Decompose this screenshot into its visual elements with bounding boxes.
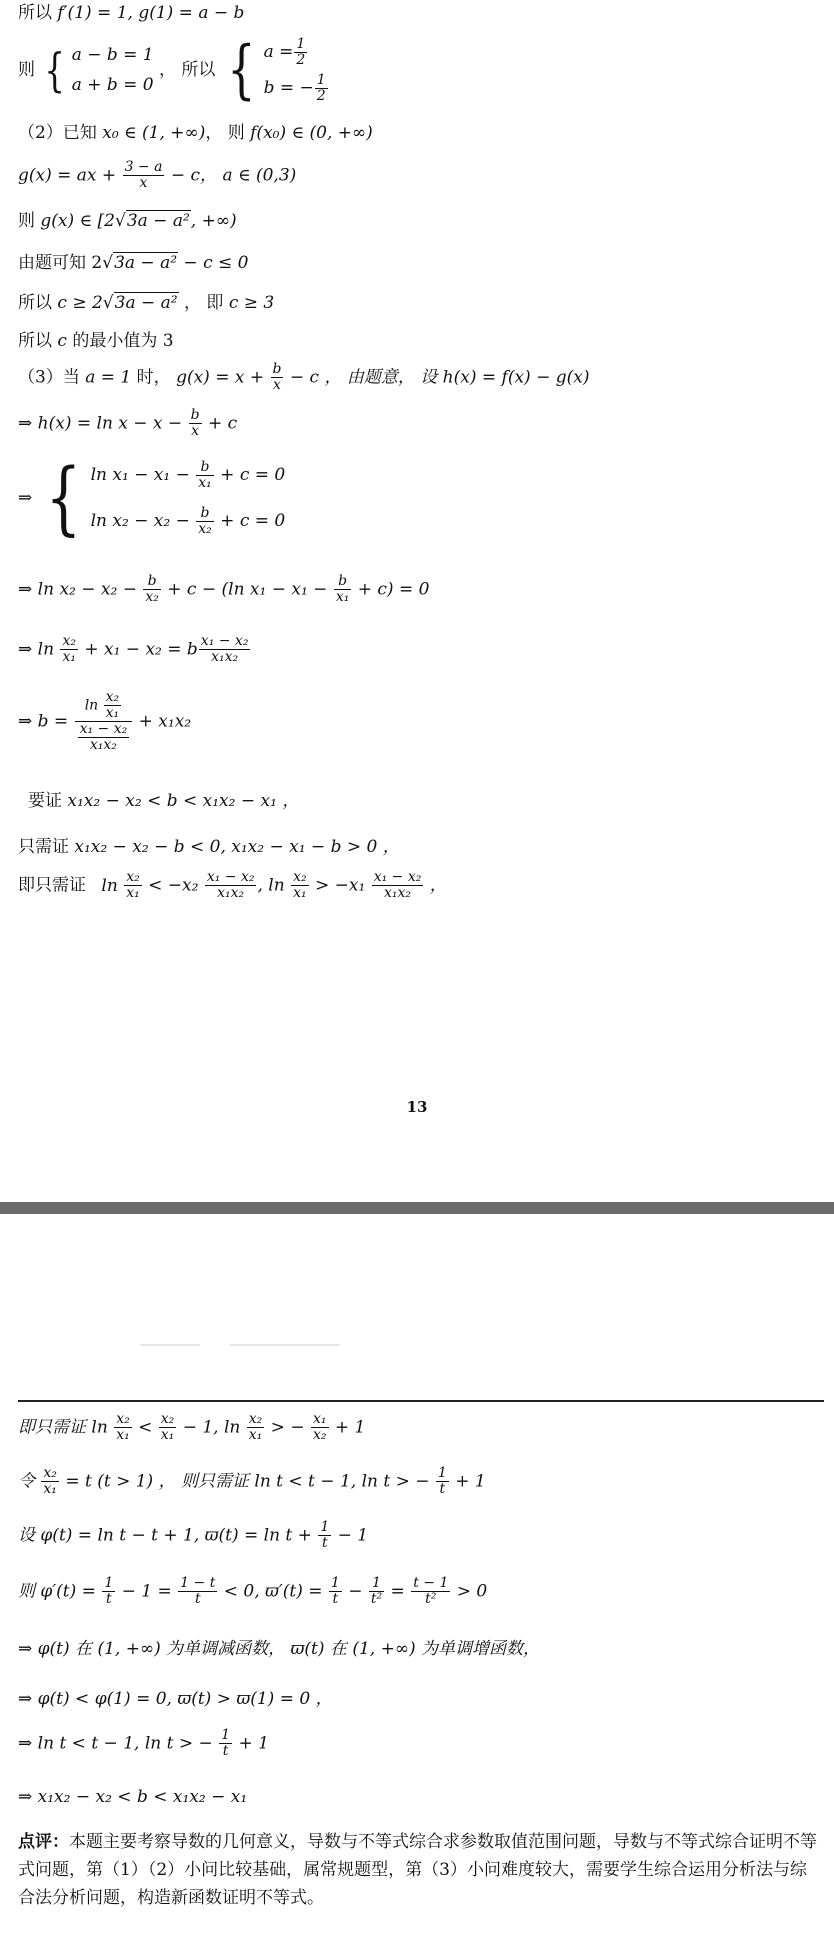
comment-block [18, 1828, 818, 1912]
text: ， 所以 [159, 60, 216, 80]
eq-line-derivatives [18, 1576, 487, 1616]
text: 要证 [28, 791, 68, 811]
formula: ， [424, 875, 447, 896]
formula: + 1 [449, 1471, 486, 1492]
numerator: 1 [330, 1575, 340, 1591]
numerator: x₁ [312, 1411, 327, 1427]
eq-line-condition [18, 252, 248, 274]
formula: ⇒ h(x) = ln x − x − [18, 413, 188, 434]
formula: + 1 [233, 1733, 269, 1754]
numerator: x₂ [126, 869, 140, 885]
formula: − c， [165, 165, 223, 186]
radicand: 3a − a² [114, 293, 178, 313]
eq-line-values [18, 1688, 333, 1710]
numerator: 1 [296, 36, 306, 52]
formula: < −x₂ [142, 875, 204, 896]
system-row: ln x₂ − x₂ − [90, 511, 196, 531]
text: 由题可知 2 [18, 253, 103, 273]
eq-line-reduce [18, 1412, 365, 1452]
numerator: x₂ [116, 1411, 130, 1427]
eq-line-gx [18, 160, 296, 200]
eq-line-ln-ratio [18, 634, 251, 674]
denominator: x₁ [105, 705, 120, 721]
formula: 设 φ(t) = ln t − t + 1, ϖ(t) = ln t + [18, 1525, 318, 1546]
formula: ln [101, 875, 124, 896]
text: ， 即 [178, 293, 229, 313]
formula: + 1 [329, 1417, 366, 1438]
numerator: b [334, 574, 352, 590]
text: 所以 [18, 293, 58, 313]
sqrt-sign: √ [114, 211, 126, 231]
page-separator [0, 1202, 834, 1214]
text: 所以 [18, 3, 58, 23]
numerator: b [190, 407, 200, 423]
sqrt-sign: √ [102, 253, 114, 273]
denominator: x₁ [126, 885, 140, 901]
page-14 [0, 1214, 834, 1935]
text: 即只需证 [18, 875, 92, 896]
formula: a ∈ (0,3) [222, 165, 297, 186]
eq-line-conclusion [18, 1786, 247, 1808]
denominator: t² [370, 1591, 383, 1607]
eq-line-difference [18, 574, 429, 614]
numerator: b [272, 361, 282, 377]
text: 所以 [18, 331, 58, 351]
formula: 即只需证 ln [18, 1417, 114, 1438]
numerator: 1 − t [180, 1575, 216, 1591]
eq-line-hx [18, 408, 237, 444]
denominator: t [332, 1591, 339, 1607]
formula: < 0, ϖ′(t) = [218, 1581, 328, 1602]
formula: c ≥ 2 [57, 293, 103, 313]
system-row: ln x₁ − x₁ − [90, 465, 196, 485]
formula: 令 [18, 1471, 41, 1492]
formula: h(x) = f(x) − g(x) [442, 367, 590, 388]
formula: + x₁ − x₂ = b [78, 639, 198, 660]
eq-line-c-bound [18, 292, 274, 314]
system-1 [40, 40, 153, 100]
text: 则 [18, 211, 41, 231]
formula: ⇒ x₁x₂ − x₂ < b < x₁x₂ − x₁ [18, 1787, 248, 1807]
text: （2）已知 [18, 123, 103, 143]
formula: + c − (ln x₁ − x₁ − [161, 579, 333, 600]
denominator: 2 [316, 88, 326, 104]
numerator: 1 [221, 1727, 231, 1743]
system-3 [38, 452, 286, 544]
formula: + x₁x₂ [138, 711, 192, 732]
denominator: x [191, 423, 200, 439]
denominator: x₁ [62, 649, 76, 665]
numerator: b [196, 460, 214, 476]
denominator: x₁x₂ [217, 885, 245, 901]
formula: > − [265, 1417, 310, 1438]
page-number: 13 [406, 1098, 428, 1116]
denominator: x₁ [198, 475, 212, 491]
formula: x₁x₂ − x₂ − b < 0, x₁x₂ − x₁ − b > 0 ， [74, 837, 400, 857]
left-brace: { [226, 33, 256, 107]
numerator: x₂ [248, 1411, 263, 1427]
formula: ⇒ φ(t) < φ(1) = 0, ϖ(t) > ϖ(1) = 0 ， [18, 1689, 333, 1709]
eq-line-to-prove [18, 790, 299, 812]
formula: + c [202, 413, 238, 434]
denominator: x [273, 377, 281, 393]
formula: f(x₀) ∈ (0, +∞) [250, 123, 373, 143]
eq-line-system-ab [18, 34, 329, 106]
numerator: x₂ [62, 633, 76, 649]
faded-mark [140, 1344, 200, 1346]
system-row: + c = 0 [214, 511, 286, 531]
text: 的最小值为 3 [66, 331, 174, 351]
numerator: x₂ [43, 1465, 57, 1481]
formula: = [385, 1581, 411, 1602]
formula: g(x) = ax + [18, 165, 122, 186]
eq-line-range [18, 210, 237, 232]
denominator: x₂ [145, 589, 159, 605]
denominator: t [321, 1535, 328, 1551]
system-row: a + b = 0 [71, 75, 154, 95]
numerator: x₂ [160, 1411, 175, 1427]
text: 时， [131, 367, 177, 388]
formula: ⇒ ln [18, 639, 60, 660]
formula: ⇒ ln t < t − 1, ln t > − [18, 1733, 219, 1754]
formula: 则 φ′(t) = [18, 1581, 102, 1602]
formula: − [342, 1581, 368, 1602]
formula: > −x₁ [309, 875, 371, 896]
eq-line-system-x [18, 452, 285, 548]
formula: − 1 [332, 1525, 369, 1546]
formula: a = 1 [85, 367, 132, 388]
eq-line-part2 [18, 122, 373, 144]
formula: , +∞) [190, 211, 237, 231]
denominator: x₁ [293, 885, 307, 901]
formula: g(x) = x + [176, 367, 270, 388]
denominator: x₁ [335, 589, 350, 605]
denominator: t [194, 1591, 201, 1607]
text: 只需证 [18, 837, 75, 857]
formula: − c ≤ 0 [178, 253, 249, 273]
formula: g(x) ∈ [2 [40, 211, 115, 231]
numerator: 1 [316, 72, 326, 88]
numerator: x₁ − x₂ [206, 869, 255, 885]
numerator: 3 − a [124, 159, 163, 175]
system-row: a = [263, 42, 294, 62]
ln-label: ln [84, 697, 99, 714]
numerator: x₁ − x₂ [79, 721, 128, 737]
text: ， 则 [205, 123, 251, 143]
eq-line-define [18, 1520, 368, 1560]
formula: x₁x₂ − x₂ < b < x₁x₂ − x₁ ， [67, 791, 300, 811]
denominator: x₁x₂ [384, 885, 412, 901]
comment-label: 点评： [18, 1832, 69, 1852]
eq-line-part3 [18, 362, 589, 398]
eq-line-need-prove-2 [18, 870, 447, 910]
eq-line-substitute [18, 1466, 486, 1506]
numerator: 1 [104, 1575, 114, 1591]
eq-line-need-prove [18, 836, 400, 858]
formula: − 1 = [116, 1581, 178, 1602]
numerator: 1 [320, 1519, 330, 1535]
denominator: x₂ [198, 521, 212, 537]
system-row: a − b = 1 [71, 45, 154, 65]
denominator: x₁ [160, 1427, 175, 1443]
formula: ⇒ ln x₂ − x₂ − [18, 579, 143, 600]
numerator: x₁ − x₂ [200, 633, 249, 649]
formula: c ≥ 3 [228, 293, 275, 313]
denominator: t [439, 1481, 446, 1497]
formula: ⇒ b = [18, 711, 74, 732]
numerator: x₂ [293, 869, 307, 885]
comment-text: 本题主要考察导数的几何意义，导数与不等式综合求参数取值范围问题，导数与不等式综合证明不等式问题，第（1）（2）小问比较基础，属常规题型，第（3）小问难度较大，需要学生综合运用分析法与综合法分析问题，构造新函数证明不等式。 [18, 1832, 817, 1908]
denominator: t [222, 1743, 229, 1759]
numerator: 1 [437, 1465, 447, 1481]
system-2 [221, 34, 329, 106]
faded-mark [230, 1344, 340, 1346]
eq-line-derivative [18, 2, 244, 24]
system-row: + c = 0 [214, 465, 286, 485]
text: （3）当 [18, 367, 86, 388]
denominator: x₁x₂ [89, 737, 117, 753]
formula: f′(1) = 1, g(1) = a − b [57, 3, 245, 23]
eq-line-monotonic [18, 1638, 540, 1660]
denominator: x [139, 175, 148, 191]
eq-line-b [18, 690, 191, 774]
formula: + c) = 0 [352, 579, 430, 600]
formula: , ln [257, 875, 291, 896]
sqrt-sign: √ [102, 293, 114, 313]
numerator: t − 1 [413, 1575, 449, 1591]
denominator: x₁x₂ [211, 649, 239, 665]
formula: x₀ ∈ (1, +∞) [102, 123, 206, 143]
numerator: 1 [369, 1576, 384, 1592]
denominator: t² [425, 1591, 437, 1607]
eq-line-ln-ineq [18, 1728, 269, 1768]
formula: c [57, 331, 67, 351]
numerator: x₂ [105, 689, 120, 705]
system-row: b = − [263, 78, 314, 98]
text: 则 [18, 60, 35, 80]
numerator: x₁ − x₂ [373, 869, 422, 885]
left-brace: { [45, 451, 81, 544]
header-rule [18, 1400, 824, 1402]
left-brace: { [44, 43, 66, 97]
radicand: 3a − a² [114, 253, 178, 273]
radicand: 3a − a² [126, 211, 190, 231]
formula: = t (t > 1) ， 则只需证 ln t < t − 1, ln t > − [59, 1471, 435, 1492]
numerator: b [196, 506, 214, 522]
formula: − 1, ln [177, 1417, 246, 1438]
formula: − c ， 由题意， 设 [284, 367, 443, 388]
formula: ⇒ φ(t) 在 (1, +∞) 为单调减函数， ϖ(t) 在 (1, +∞) 为单调增函数， [18, 1639, 541, 1659]
denominator: x₁ [43, 1481, 57, 1497]
denominator: x₂ [312, 1427, 327, 1443]
formula: > 0 [451, 1581, 488, 1602]
denominator: t [105, 1591, 112, 1607]
formula: < [132, 1417, 158, 1438]
denominator: x₁ [248, 1427, 263, 1443]
text: ⇒ [18, 488, 33, 508]
denominator: x₁ [116, 1427, 130, 1443]
eq-line-c-min [18, 330, 174, 352]
denominator: 2 [296, 52, 306, 68]
numerator: b [143, 574, 161, 590]
